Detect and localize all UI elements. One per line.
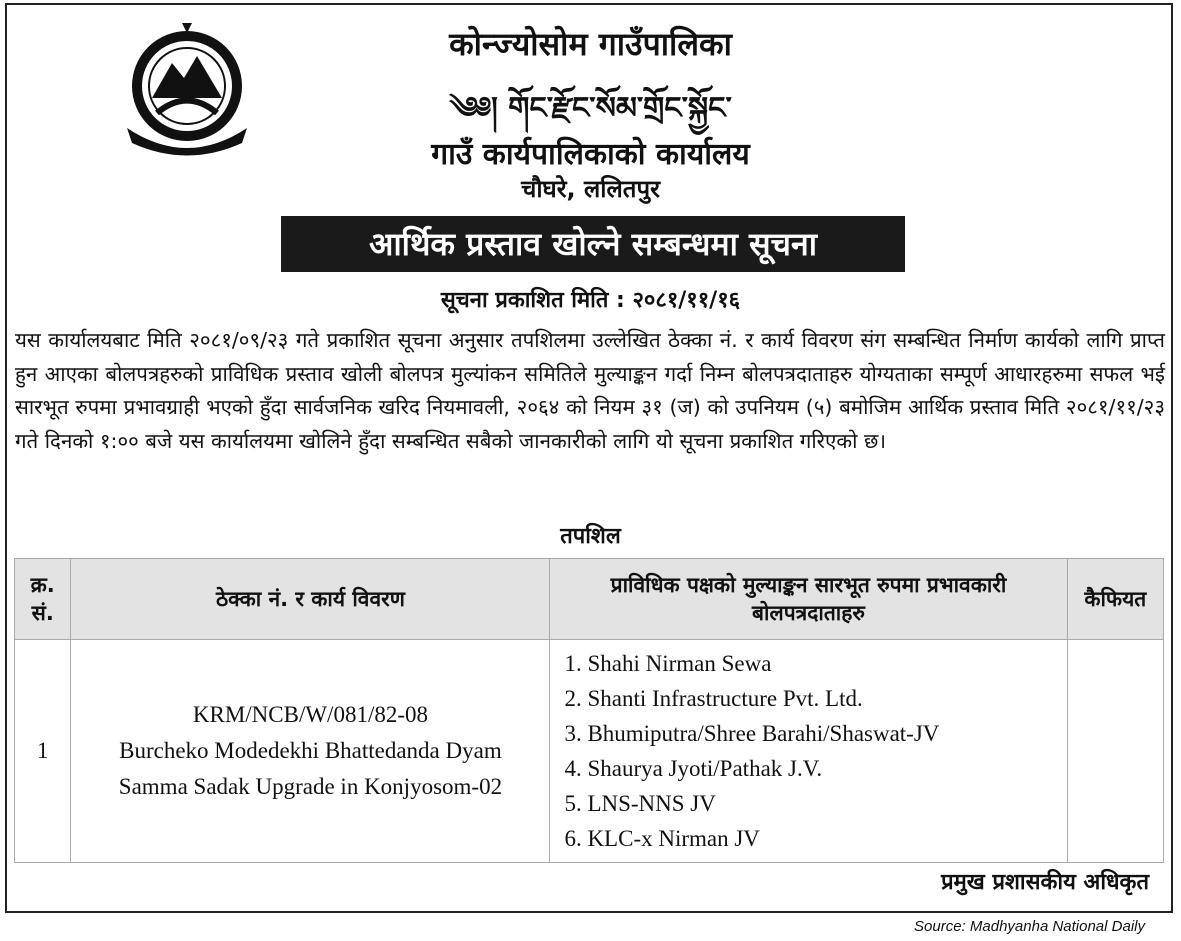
notice-title: आर्थिक प्रस्ताव खोल्ने सम्बन्धमा सूचना [281,216,905,272]
source-credit: Source: Madhyanha National Daily [914,918,1145,935]
bidder-item: 6. KLC-x Nirman JV [587,821,1065,856]
bidders-table [14,558,1164,863]
published-date: सूचना प्रकाशित मिति : २०८१/११/१६ [440,288,741,313]
serial-cell: 1 [15,640,71,863]
contract-description: Burcheko Modedekhi Bhattedanda Dyam Samma Sadak Upgrade in Konjyosom-02 [118,738,503,799]
header-remarks: कैफियत [1067,559,1163,640]
bidders-cell [550,640,1067,863]
contract-number: KRM/NCB/W/081/82-08 [192,702,428,727]
bidder-item: 4. Shaurya Jyoti/Pathak J.V. [587,751,1065,786]
header-bidders: प्राविधिक पक्षको मुल्याङ्कन सारभूत रुपमा प्रभावकारी बोलपत्रदाताहरु [550,559,1067,640]
bidder-item: 3. Bhumiputra/Shree Barahi/Shaswat-JV [587,716,1065,751]
table-header-row [15,559,1164,640]
schedule-heading: तपशिल [560,524,621,549]
bidder-item: 1. Shahi Nirman Sewa [587,646,1065,681]
header-serial: क्र. सं. [15,559,71,640]
contract-cell [71,640,550,863]
bidder-item: 5. LNS-NNS JV [587,786,1065,821]
header-contract: ठेक्का नं. र कार्य विवरण [71,559,550,640]
office-name-tibetan: ༄༅། གོང་རྫོང་སོམ་གྲོང་སྐྱོང་ [449,91,732,126]
bidder-item: 2. Shanti Infrastructure Pvt. Ltd. [587,681,1065,716]
office-name: कोन्ज्योसोम गाउँपालिका [449,25,732,63]
table-row [15,640,1164,863]
office-address: चौघरे, ललितपुर [521,175,660,203]
remarks-cell [1067,640,1163,863]
notice-body: यस कार्यालयबाट मिति २०८१/०९/२३ गते प्रकाशित सूचना अनुसार तपशिलमा उल्लेखित ठेक्का नं. र कार्य विवरण संग सम्बन्धित निर्माण कार्यको लागि प्राप्त हुन आएका बोलपत्रहरुको प्राविधिक प्रस्ताव खोली बोलपत्र मुल्यांकन समितिले मुल्याङ्कन गर्दा निम्न बोलपत्रदाताहरु योग्यताका सम्पूर्ण आधारहरुमा सफल भई सारभूत रुपमा प्रभावग्राही भएको हुँदा सार्वजनिक खरिद नियमावली, २०६४ को नियम ३१ (ज) को उपनियम (५) बमोजिम आर्थिक प्रस्ताव मिति २०८१/११/२३ गते दिनको १:०० बजे यस कार्यालयमा खोलिने हुँदा सम्बन्धित सबैको जानकारीको लागि यो सूचना प्रकाशित गरिएको छ। [15,328,1165,453]
signatory-title: प्रमुख प्रशासकीय अधिकृत [941,870,1149,895]
office-type: गाउँ कार्यपालिकाको कार्यालय [431,137,750,172]
